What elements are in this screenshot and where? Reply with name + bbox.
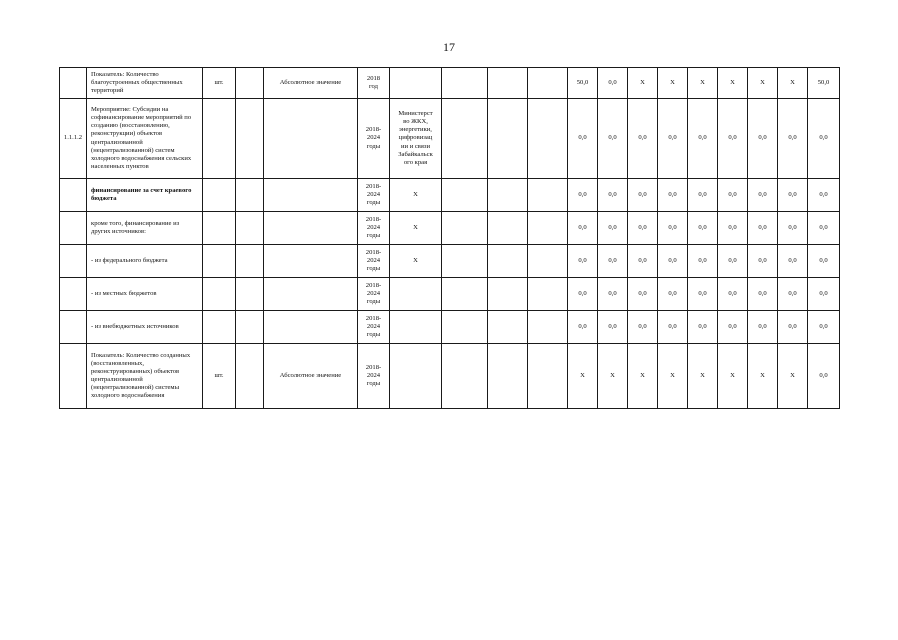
total-value-cell: 0,0 [808, 278, 840, 311]
year-value-cell: 0,0 [778, 245, 808, 278]
row-executor-cell: X [390, 212, 442, 245]
year-value-cell: 0,0 [598, 212, 628, 245]
year-value-cell: 0,0 [718, 99, 748, 179]
year-value-cell: 0,0 [598, 278, 628, 311]
year-value-cell: 0,0 [628, 99, 658, 179]
year-value-cell: 0,0 [628, 245, 658, 278]
row-unit-cell [203, 99, 236, 179]
year-value-cell: 50,0 [568, 68, 598, 99]
year-value-cell: 0,0 [778, 311, 808, 344]
table-row [60, 344, 840, 409]
row-code-cell [60, 212, 87, 245]
empty-cell [528, 278, 568, 311]
row-executor-cell: X [390, 179, 442, 212]
row-period-cell: 2018- 2024 годы [358, 245, 390, 278]
row-name-cell: Показатель: Количество благоустроенных общественных территорий [87, 68, 203, 99]
total-value-cell: 0,0 [808, 245, 840, 278]
year-value-cell: 0,0 [628, 278, 658, 311]
total-value-cell: 0,0 [808, 344, 840, 409]
year-value-cell: 0,0 [688, 278, 718, 311]
year-value-cell: 0,0 [718, 278, 748, 311]
year-value-cell: 0,0 [688, 245, 718, 278]
empty-cell [528, 245, 568, 278]
empty-cell [236, 278, 264, 311]
row-method-cell [264, 311, 358, 344]
row-name-cell: кроме того, финансирование из других источников: [87, 212, 203, 245]
year-value-cell: 0,0 [748, 245, 778, 278]
row-executor-cell [390, 278, 442, 311]
total-value-cell: 0,0 [808, 212, 840, 245]
year-value-cell: 0,0 [748, 278, 778, 311]
year-value-cell: 0,0 [628, 311, 658, 344]
empty-cell [528, 212, 568, 245]
year-value-cell: 0,0 [688, 99, 718, 179]
year-value-cell: X [658, 344, 688, 409]
table-row [60, 179, 840, 212]
year-value-cell: X [568, 344, 598, 409]
row-method-cell [264, 99, 358, 179]
row-method-cell [264, 179, 358, 212]
year-value-cell: X [778, 68, 808, 99]
row-unit-cell: шт. [203, 68, 236, 99]
year-value-cell: 0,0 [658, 245, 688, 278]
empty-cell [442, 344, 488, 409]
year-value-cell: 0,0 [568, 99, 598, 179]
year-value-cell: 0,0 [778, 212, 808, 245]
empty-cell [488, 245, 528, 278]
year-value-cell: 0,0 [568, 311, 598, 344]
row-unit-cell: шт. [203, 344, 236, 409]
row-method-cell [264, 278, 358, 311]
empty-cell [442, 68, 488, 99]
year-value-cell: X [718, 344, 748, 409]
empty-cell [528, 68, 568, 99]
year-value-cell: 0,0 [628, 179, 658, 212]
empty-cell [236, 68, 264, 99]
row-name-cell: - из федерального бюджета [87, 245, 203, 278]
year-value-cell: 0,0 [778, 278, 808, 311]
year-value-cell: 0,0 [568, 278, 598, 311]
row-code-cell [60, 344, 87, 409]
row-period-cell: 2018- 2024 годы [358, 212, 390, 245]
row-method-cell [264, 245, 358, 278]
empty-cell [236, 99, 264, 179]
year-value-cell: 0,0 [658, 99, 688, 179]
year-value-cell: 0,0 [598, 179, 628, 212]
empty-cell [488, 212, 528, 245]
empty-cell [236, 179, 264, 212]
row-period-cell: 2018- 2024 годы [358, 311, 390, 344]
row-executor-cell [390, 344, 442, 409]
year-value-cell: X [748, 344, 778, 409]
row-code-cell [60, 68, 87, 99]
table-row [60, 245, 840, 278]
year-value-cell: 0,0 [568, 245, 598, 278]
row-code-cell: 1.1.1.2 [60, 99, 87, 179]
year-value-cell: 0,0 [718, 245, 748, 278]
empty-cell [488, 179, 528, 212]
year-value-cell: 0,0 [718, 311, 748, 344]
total-value-cell: 0,0 [808, 179, 840, 212]
total-value-cell: 0,0 [808, 99, 840, 179]
year-value-cell: X [598, 344, 628, 409]
empty-cell [236, 245, 264, 278]
empty-cell [488, 311, 528, 344]
row-unit-cell [203, 278, 236, 311]
row-unit-cell [203, 311, 236, 344]
table-row [60, 311, 840, 344]
row-code-cell [60, 179, 87, 212]
row-name-cell: Мероприятие: Субсидии на софинансирование мероприятий по созданию (восстановлению, реконструкции) объектов централизованной (нецентрализованной) систем холодного водоснабжения сельских населенных пунктов [87, 99, 203, 179]
empty-cell [236, 311, 264, 344]
year-value-cell: X [628, 68, 658, 99]
empty-cell [528, 99, 568, 179]
row-name-cell: Показатель: Количество созданных (восстановленных, реконструированных) объектов централизованной (нецентрализованной) системы холодного водоснабжения [87, 344, 203, 409]
year-value-cell: 0,0 [778, 179, 808, 212]
year-value-cell: 0,0 [658, 278, 688, 311]
year-value-cell: 0,0 [778, 99, 808, 179]
year-value-cell: 0,0 [598, 99, 628, 179]
total-value-cell: 0,0 [808, 311, 840, 344]
year-value-cell: 0,0 [658, 311, 688, 344]
row-executor-cell [390, 311, 442, 344]
year-value-cell: 0,0 [568, 179, 598, 212]
row-code-cell [60, 245, 87, 278]
year-value-cell: 0,0 [598, 68, 628, 99]
empty-cell [528, 311, 568, 344]
year-value-cell: 0,0 [748, 311, 778, 344]
year-value-cell: 0,0 [658, 179, 688, 212]
table-row [60, 212, 840, 245]
table-row [60, 99, 840, 179]
year-value-cell: 0,0 [748, 212, 778, 245]
year-value-cell: 0,0 [568, 212, 598, 245]
row-period-cell: 2018- 2024 годы [358, 99, 390, 179]
empty-cell [488, 99, 528, 179]
year-value-cell: 0,0 [748, 99, 778, 179]
year-value-cell: X [688, 344, 718, 409]
row-code-cell [60, 278, 87, 311]
empty-cell [488, 278, 528, 311]
page-number: 17 [443, 40, 455, 54]
row-name-cell: - из внебюджетных источников [87, 311, 203, 344]
empty-cell [442, 179, 488, 212]
empty-cell [236, 344, 264, 409]
table-row [60, 278, 840, 311]
row-name-cell: - из местных бюджетов [87, 278, 203, 311]
year-value-cell: X [628, 344, 658, 409]
row-executor-cell: Министерст во ЖКХ, энергетики, цифровизац ии и связи Забайкальск ого края [390, 99, 442, 179]
row-executor-cell [390, 68, 442, 99]
row-unit-cell [203, 245, 236, 278]
year-value-cell: 0,0 [748, 179, 778, 212]
row-period-cell: 2018- 2024 годы [358, 278, 390, 311]
empty-cell [442, 245, 488, 278]
row-period-cell: 2018 год [358, 68, 390, 99]
year-value-cell: 0,0 [718, 212, 748, 245]
year-value-cell: 0,0 [688, 179, 718, 212]
empty-cell [442, 212, 488, 245]
year-value-cell: X [748, 68, 778, 99]
year-value-cell: 0,0 [658, 212, 688, 245]
empty-cell [442, 99, 488, 179]
row-unit-cell [203, 179, 236, 212]
empty-cell [488, 68, 528, 99]
year-value-cell: 0,0 [598, 311, 628, 344]
program-table [59, 67, 840, 409]
empty-cell [488, 344, 528, 409]
row-period-cell: 2018- 2024 годы [358, 179, 390, 212]
year-value-cell: X [688, 68, 718, 99]
row-method-cell [264, 212, 358, 245]
year-value-cell: 0,0 [628, 212, 658, 245]
year-value-cell: 0,0 [718, 179, 748, 212]
empty-cell [442, 311, 488, 344]
year-value-cell: X [658, 68, 688, 99]
empty-cell [528, 344, 568, 409]
empty-cell [236, 212, 264, 245]
year-value-cell: 0,0 [688, 212, 718, 245]
row-unit-cell [203, 212, 236, 245]
row-code-cell [60, 311, 87, 344]
year-value-cell: 0,0 [688, 311, 718, 344]
row-method-cell: Абсолютное значение [264, 68, 358, 99]
row-method-cell: Абсолютное значение [264, 344, 358, 409]
total-value-cell: 50,0 [808, 68, 840, 99]
empty-cell [442, 278, 488, 311]
year-value-cell: X [778, 344, 808, 409]
year-value-cell: X [718, 68, 748, 99]
empty-cell [528, 179, 568, 212]
row-period-cell: 2018- 2024 годы [358, 344, 390, 409]
row-name-cell: финансирование за счет краевого бюджета [87, 179, 203, 212]
year-value-cell: 0,0 [598, 245, 628, 278]
row-executor-cell: X [390, 245, 442, 278]
table-row [60, 68, 840, 99]
